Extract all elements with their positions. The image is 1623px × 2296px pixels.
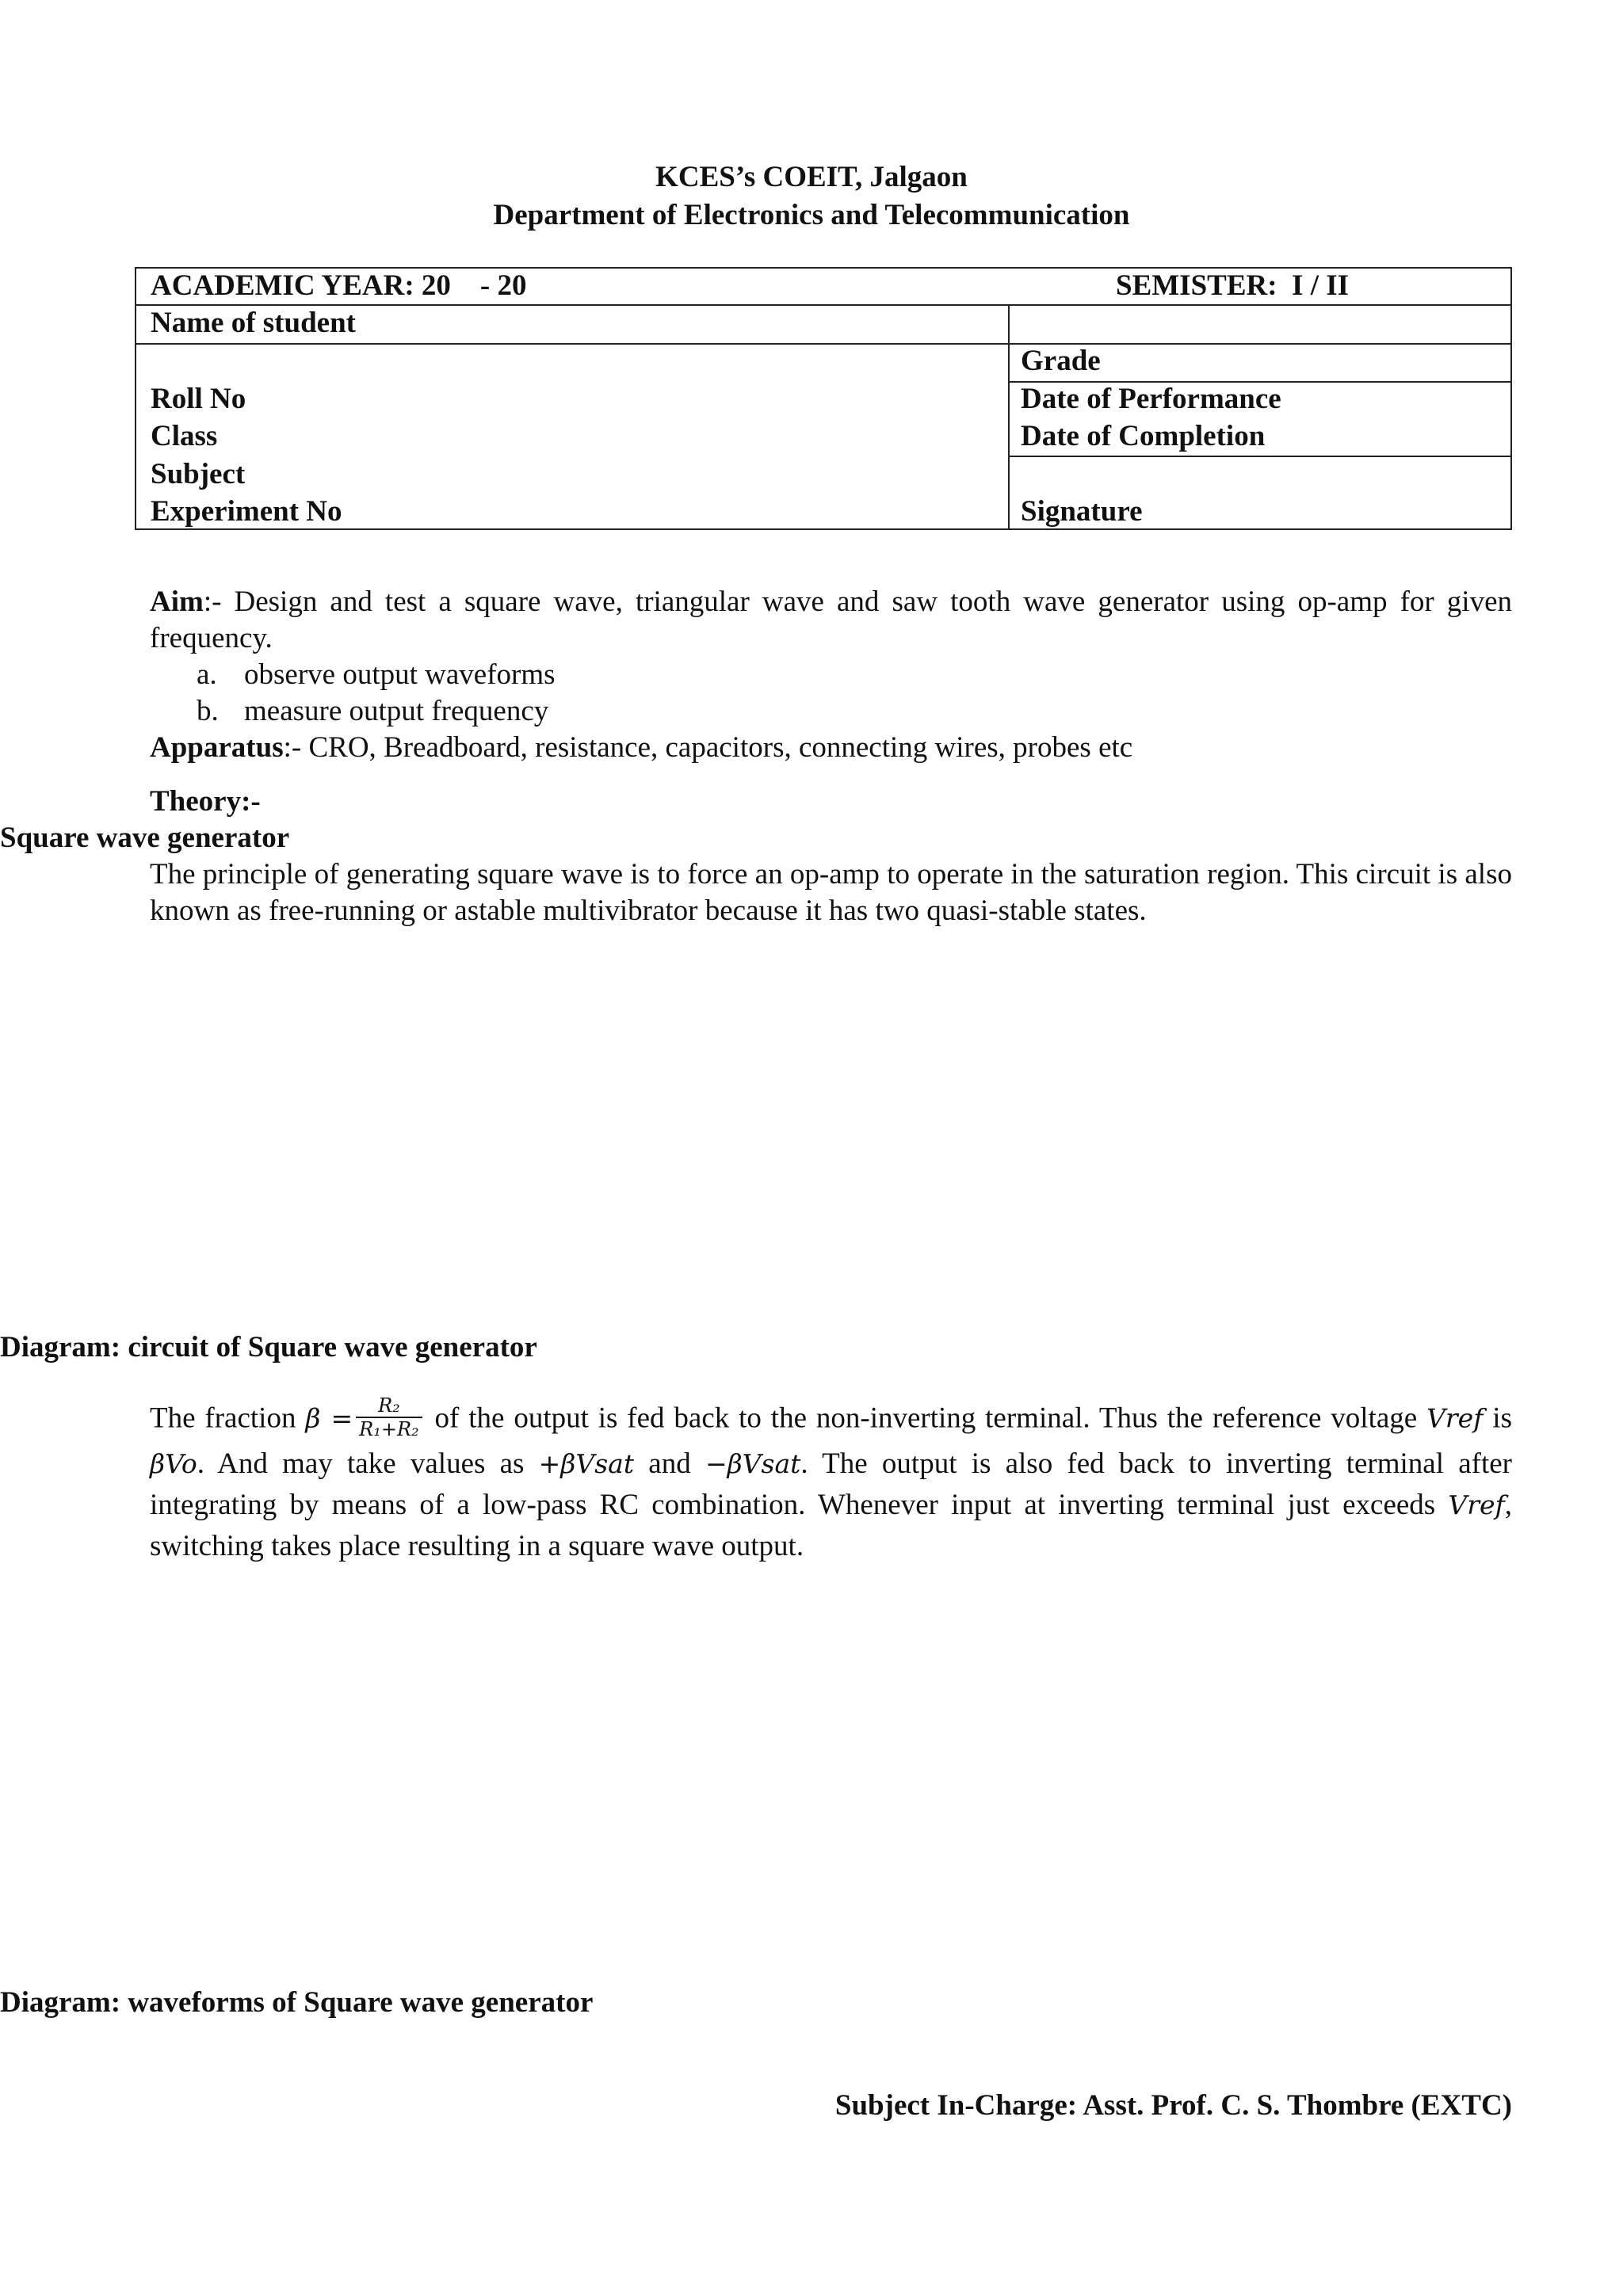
grade-label: Grade bbox=[1021, 345, 1101, 377]
apparatus-paragraph bbox=[150, 730, 1512, 766]
vref-symbol: Vref bbox=[1426, 1402, 1484, 1434]
institution-header bbox=[0, 158, 1623, 235]
plus-beta-vsat-symbol: +βVsat bbox=[538, 1448, 635, 1479]
circuit-diagram-caption: Diagram: circuit of Square wave generator bbox=[0, 1331, 537, 1363]
fraction-r2-over-r1-plus-r2: $\frac{\text{R₂}}{\text{R₁+R₂}}$ bbox=[356, 1394, 422, 1440]
aim-text: :- Design and test a square wave, triangular wave and saw tooth wave generator using op-amp for given frequency. bbox=[150, 585, 1512, 654]
experiment-form-table bbox=[135, 267, 1512, 530]
aim-paragraph bbox=[150, 584, 1512, 657]
feedback-paragraph: The fraction β = $\frac{\text{R₂}}{\text{R₁+R₂}}$ of the output is fed back to the non-inverting terminal. Thus the reference voltage Vref is βVo. And may take values as +βVsat and −βVsat. The output is also fed back to inverting terminal after integrating by means of a low-pass RC combination. Whenever input at inverting terminal just exceeds Vref, switching takes place resulting in a square wave output. bbox=[150, 1394, 1512, 1562]
experiment-no-label: Experiment No bbox=[151, 495, 342, 528]
signature-label: Signature bbox=[1021, 495, 1143, 528]
table-rule bbox=[136, 343, 1510, 345]
academic-year-label: ACADEMIC YEAR: 20 - 20 bbox=[151, 269, 527, 302]
apparatus-text: :- CRO, Breadboard, resistance, capacitors, connecting wires, probes etc bbox=[283, 731, 1133, 764]
date-of-performance-label: Date of Performance bbox=[1021, 383, 1281, 415]
list-marker: a. bbox=[197, 658, 217, 691]
beta-vo-symbol: βVo bbox=[150, 1448, 197, 1479]
minus-beta-vsat-symbol: −βVsat bbox=[705, 1448, 801, 1479]
vref-symbol: Vref bbox=[1448, 1489, 1505, 1520]
theory-label: Theory:- bbox=[150, 785, 261, 818]
theory-paragraph: The principle of generating square wave is to force an op-amp to operate in the saturation region. This circuit is also known as free-running or astable multivibrator because it has two quasi-stable states. bbox=[150, 858, 1512, 927]
aim-list bbox=[197, 657, 1465, 730]
aim-label: Aim bbox=[150, 585, 204, 618]
list-item-text: measure output frequency bbox=[244, 695, 549, 727]
subject-label: Subject bbox=[151, 458, 246, 490]
roll-no-label: Roll No bbox=[151, 383, 246, 415]
table-rule bbox=[1008, 456, 1510, 457]
list-item bbox=[197, 657, 1465, 693]
subject-in-charge-footer: Subject In-Charge: Asst. Prof. C. S. Thombre (EXTC) bbox=[834, 2089, 1512, 2122]
table-divider bbox=[1008, 304, 1010, 528]
apparatus-label: Apparatus bbox=[150, 731, 284, 764]
waveforms-diagram-caption: Diagram: waveforms of Square wave generator bbox=[0, 1986, 594, 2019]
list-marker: b. bbox=[197, 695, 219, 727]
department-name: Department of Electronics and Telecommunication bbox=[493, 199, 1130, 231]
list-item bbox=[197, 693, 1465, 730]
semester-label: SEMISTER: I / II bbox=[1116, 269, 1350, 302]
beta-equation: β = bbox=[305, 1402, 353, 1434]
section-title: Square wave generator bbox=[0, 822, 290, 854]
institution-name: KCES’s COEIT, Jalgaon bbox=[655, 161, 968, 193]
class-label: Class bbox=[151, 420, 218, 452]
date-of-completion-label: Date of Completion bbox=[1021, 420, 1266, 452]
list-item-text: observe output waveforms bbox=[244, 658, 556, 691]
name-of-student-label: Name of student bbox=[151, 307, 356, 339]
